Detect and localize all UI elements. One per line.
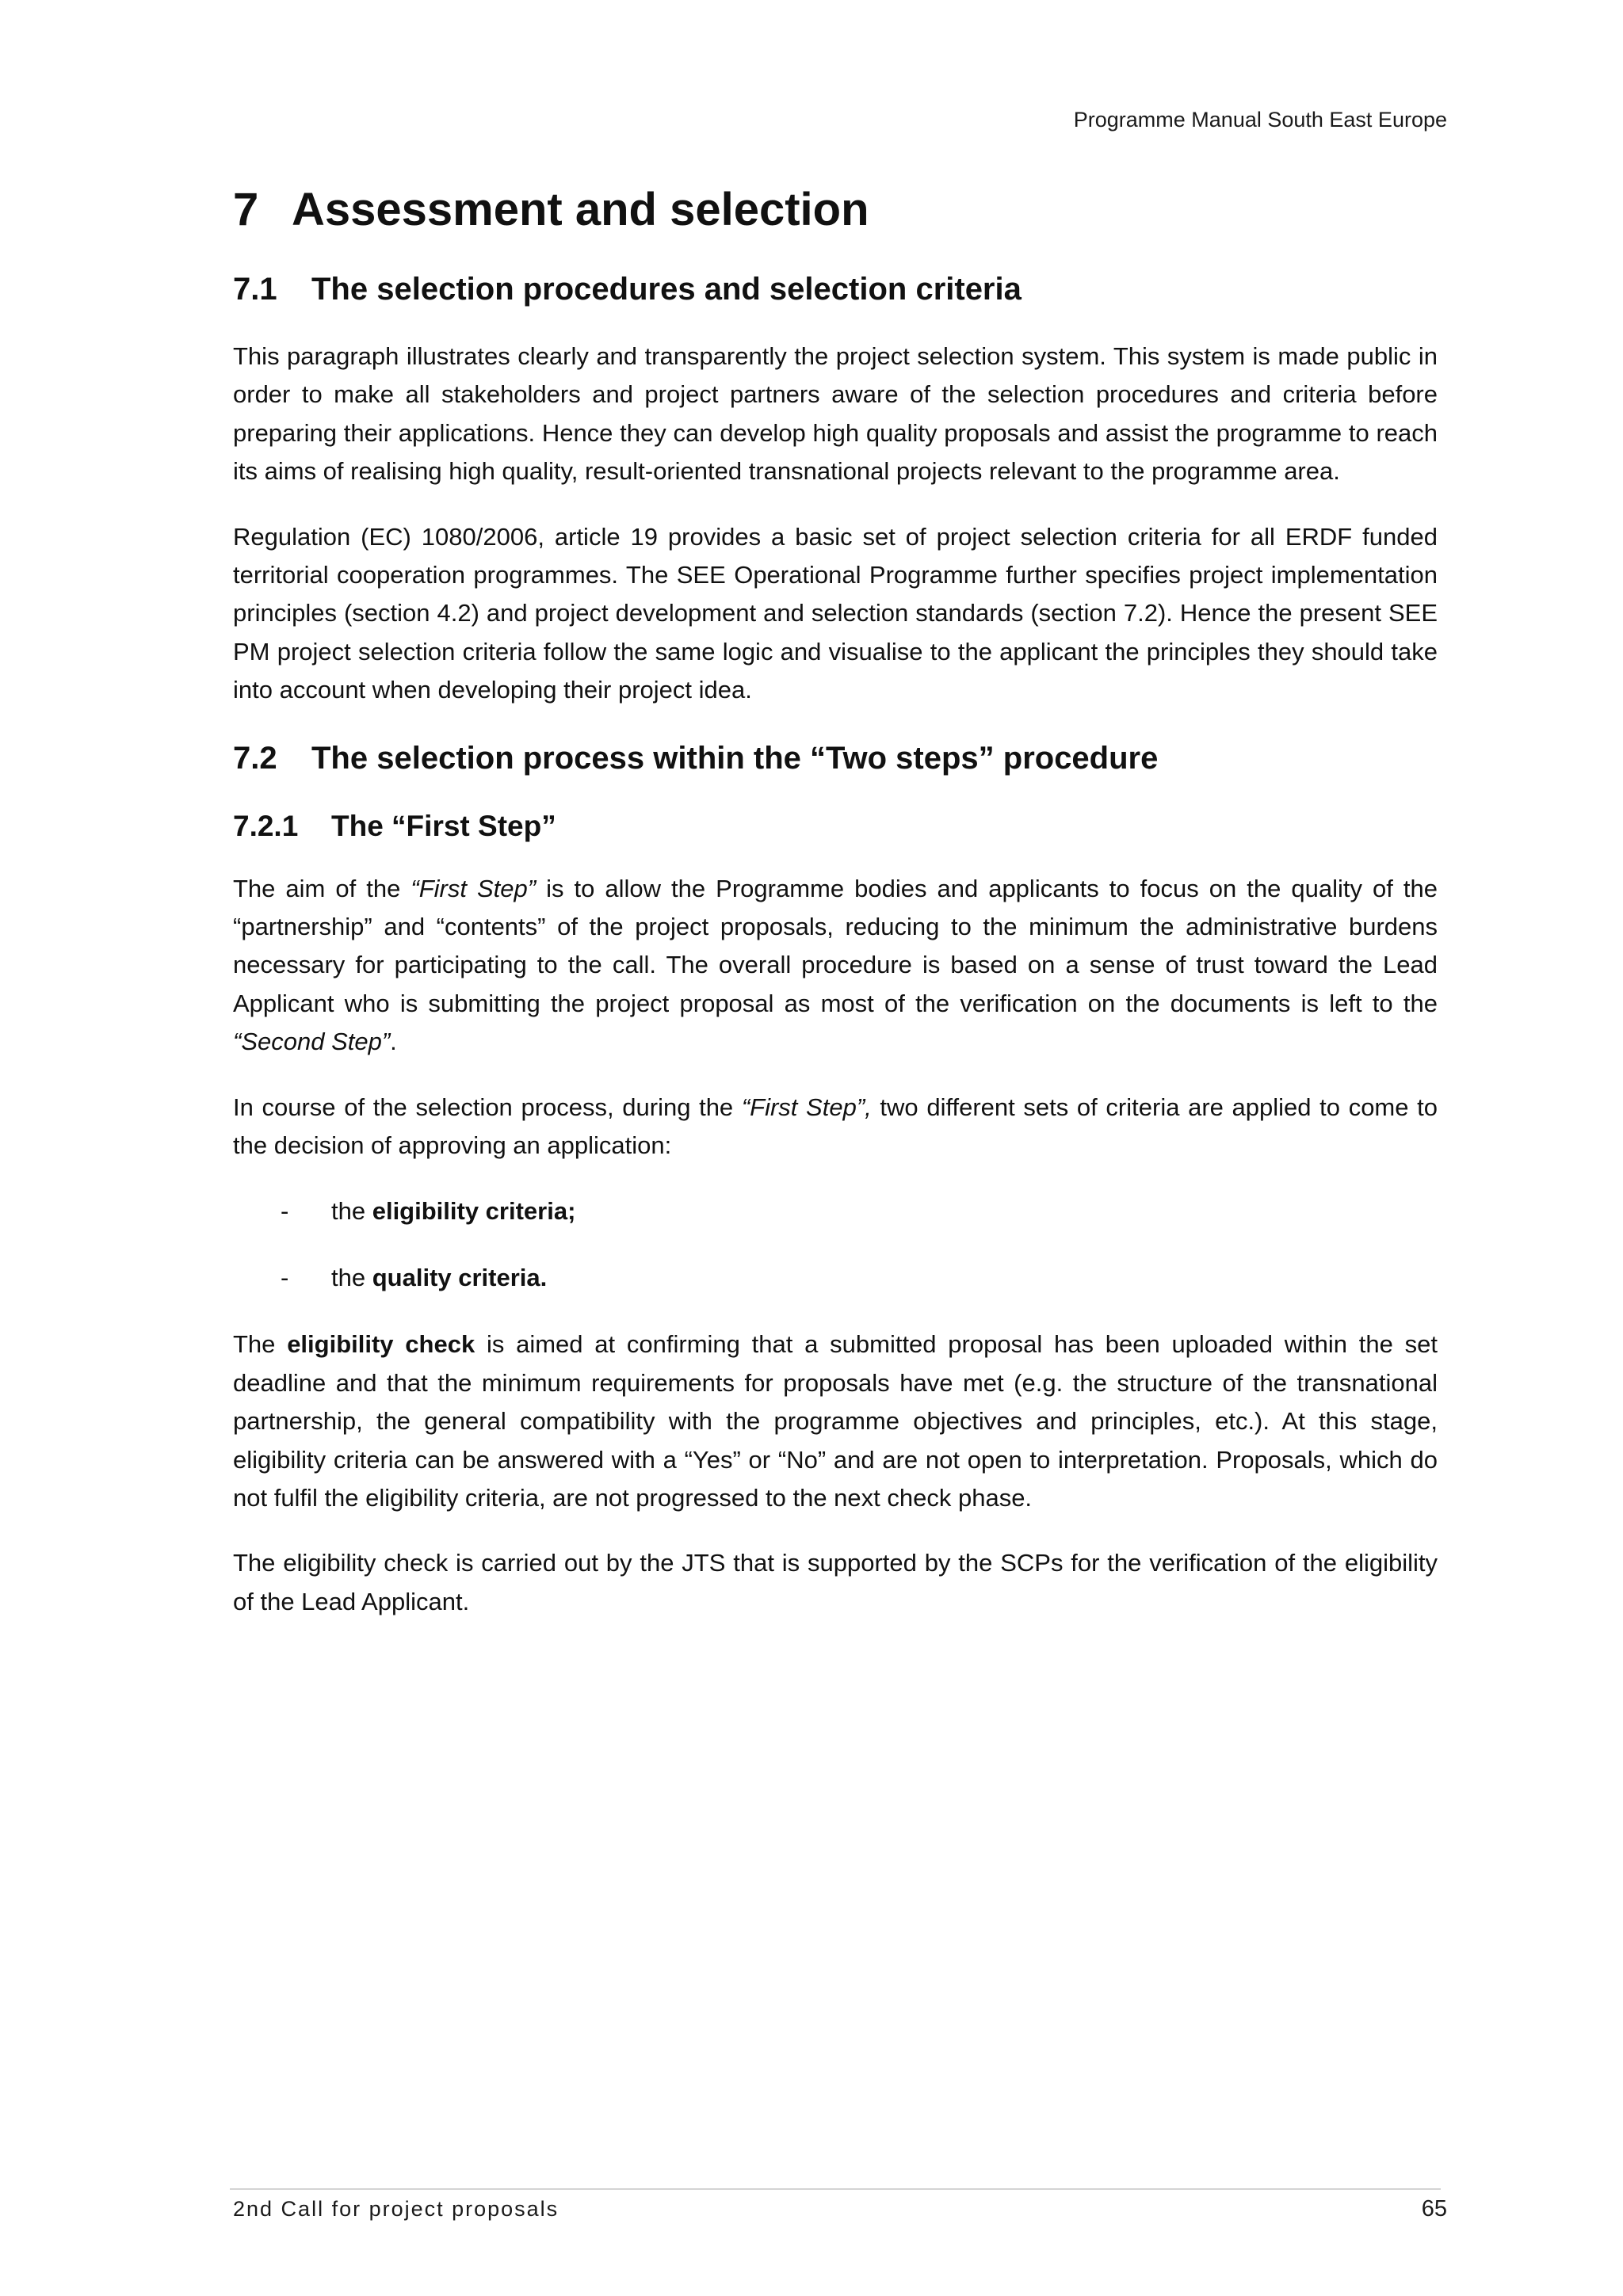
footer-call-title: 2nd Call for project proposals [233,2197,559,2221]
body-paragraph: This paragraph illustrates clearly and transparently the project selection system. This system is made public in order to make all stakeholders and project partners aware of the selection procedures and criteria before preparing their applications. Hence they can develop high quality proposals and assist the programme to reach its aims of realising high quality, result-oriented transnational projects relevant to the programme area. [233,342,1438,486]
text-run: the [331,1263,372,1291]
subsection-heading-7-2-1 [233,807,1438,846]
chapter-number: 7 [233,184,259,235]
text-run: is to allow the Programme bodies and applicants to focus on the quality of the “partnership” and “contents” of the project proposals, reducing to the minimum the administrative burdens necessary for participating to the call. The overall procedure is based on a sense of trust toward the Lead Applicant who is submitting the project proposal as most of the verification on the documents is left to the [233,874,1438,1017]
section-title: The selection procedures and selection criteria [311,272,1022,307]
section-heading-7-2 [233,737,1438,780]
text-run: the [331,1196,372,1225]
section-number: 7.2 [233,740,277,776]
body-paragraph [233,1089,1438,1165]
bold-term: eligibility criteria; [372,1196,576,1225]
section-number: 7.1 [233,272,277,307]
body-paragraph [233,1325,1438,1517]
section-heading-7-1 [233,268,1438,311]
chapter-heading [233,179,1438,241]
list-item [233,1192,1438,1230]
body-paragraph: The eligibility check is carried out by the JTS that is supported by the SCPs for the verification of the eligibility of the Lead Applicant. [233,1549,1438,1615]
text-run: The aim of the [233,874,411,902]
footer-divider [230,2188,1441,2190]
emphasis-first-step: “First Step”, [741,1093,872,1121]
page-content [233,179,1438,1648]
text-run: The [233,1330,288,1359]
text-run: two different sets of criteria are applied to come to the decision of approving an application: [233,1093,1438,1160]
list-dash: - [281,1263,289,1291]
text-run: . [390,1028,397,1056]
text-run: In course of the selection process, during the [233,1093,742,1121]
list-dash: - [281,1196,289,1225]
chapter-title: Assessment and selection [292,184,869,235]
bold-term: eligibility check [287,1330,475,1359]
emphasis-first-step: “First Step” [411,874,537,902]
running-header: Programme Manual South East Europe [1073,108,1447,132]
page-number: 65 [1421,2196,1447,2222]
list-item [233,1259,1438,1297]
body-paragraph: Regulation (EC) 1080/2006, article 19 provides a basic set of project selection criteria for all ERDF funded territorial cooperation programmes. The SEE Operational Programme further specifies project implementation principles (section 4.2) and project development and selection standards (section 7.2). Hence the present SEE PM project selection criteria follow the same logic and visualise to the applicant the principles they should take into account when developing their project idea. [233,522,1438,704]
section-title: The selection process within the “Two steps” procedure [311,740,1159,776]
emphasis-second-step: “Second Step” [233,1028,391,1056]
body-paragraph [233,870,1438,1062]
text-run: is aimed at confirming that a submitted proposal has been uploaded within the set deadline and that the minimum requirements for proposals have met (e.g. the structure of the transnational partnership, the general compatibility with the programme objectives and principles, etc.). At this stage, eligibility criteria can be answered with a “Yes” or “No” and are not open to interpretation. Proposals, which do not fulfil the eligibility criteria, are not progressed to the next check phase. [233,1330,1438,1512]
bold-term: quality criteria. [372,1263,548,1291]
criteria-list [233,1192,1438,1298]
subsection-title: The “First Step” [331,809,556,842]
subsection-number: 7.2.1 [233,809,299,842]
